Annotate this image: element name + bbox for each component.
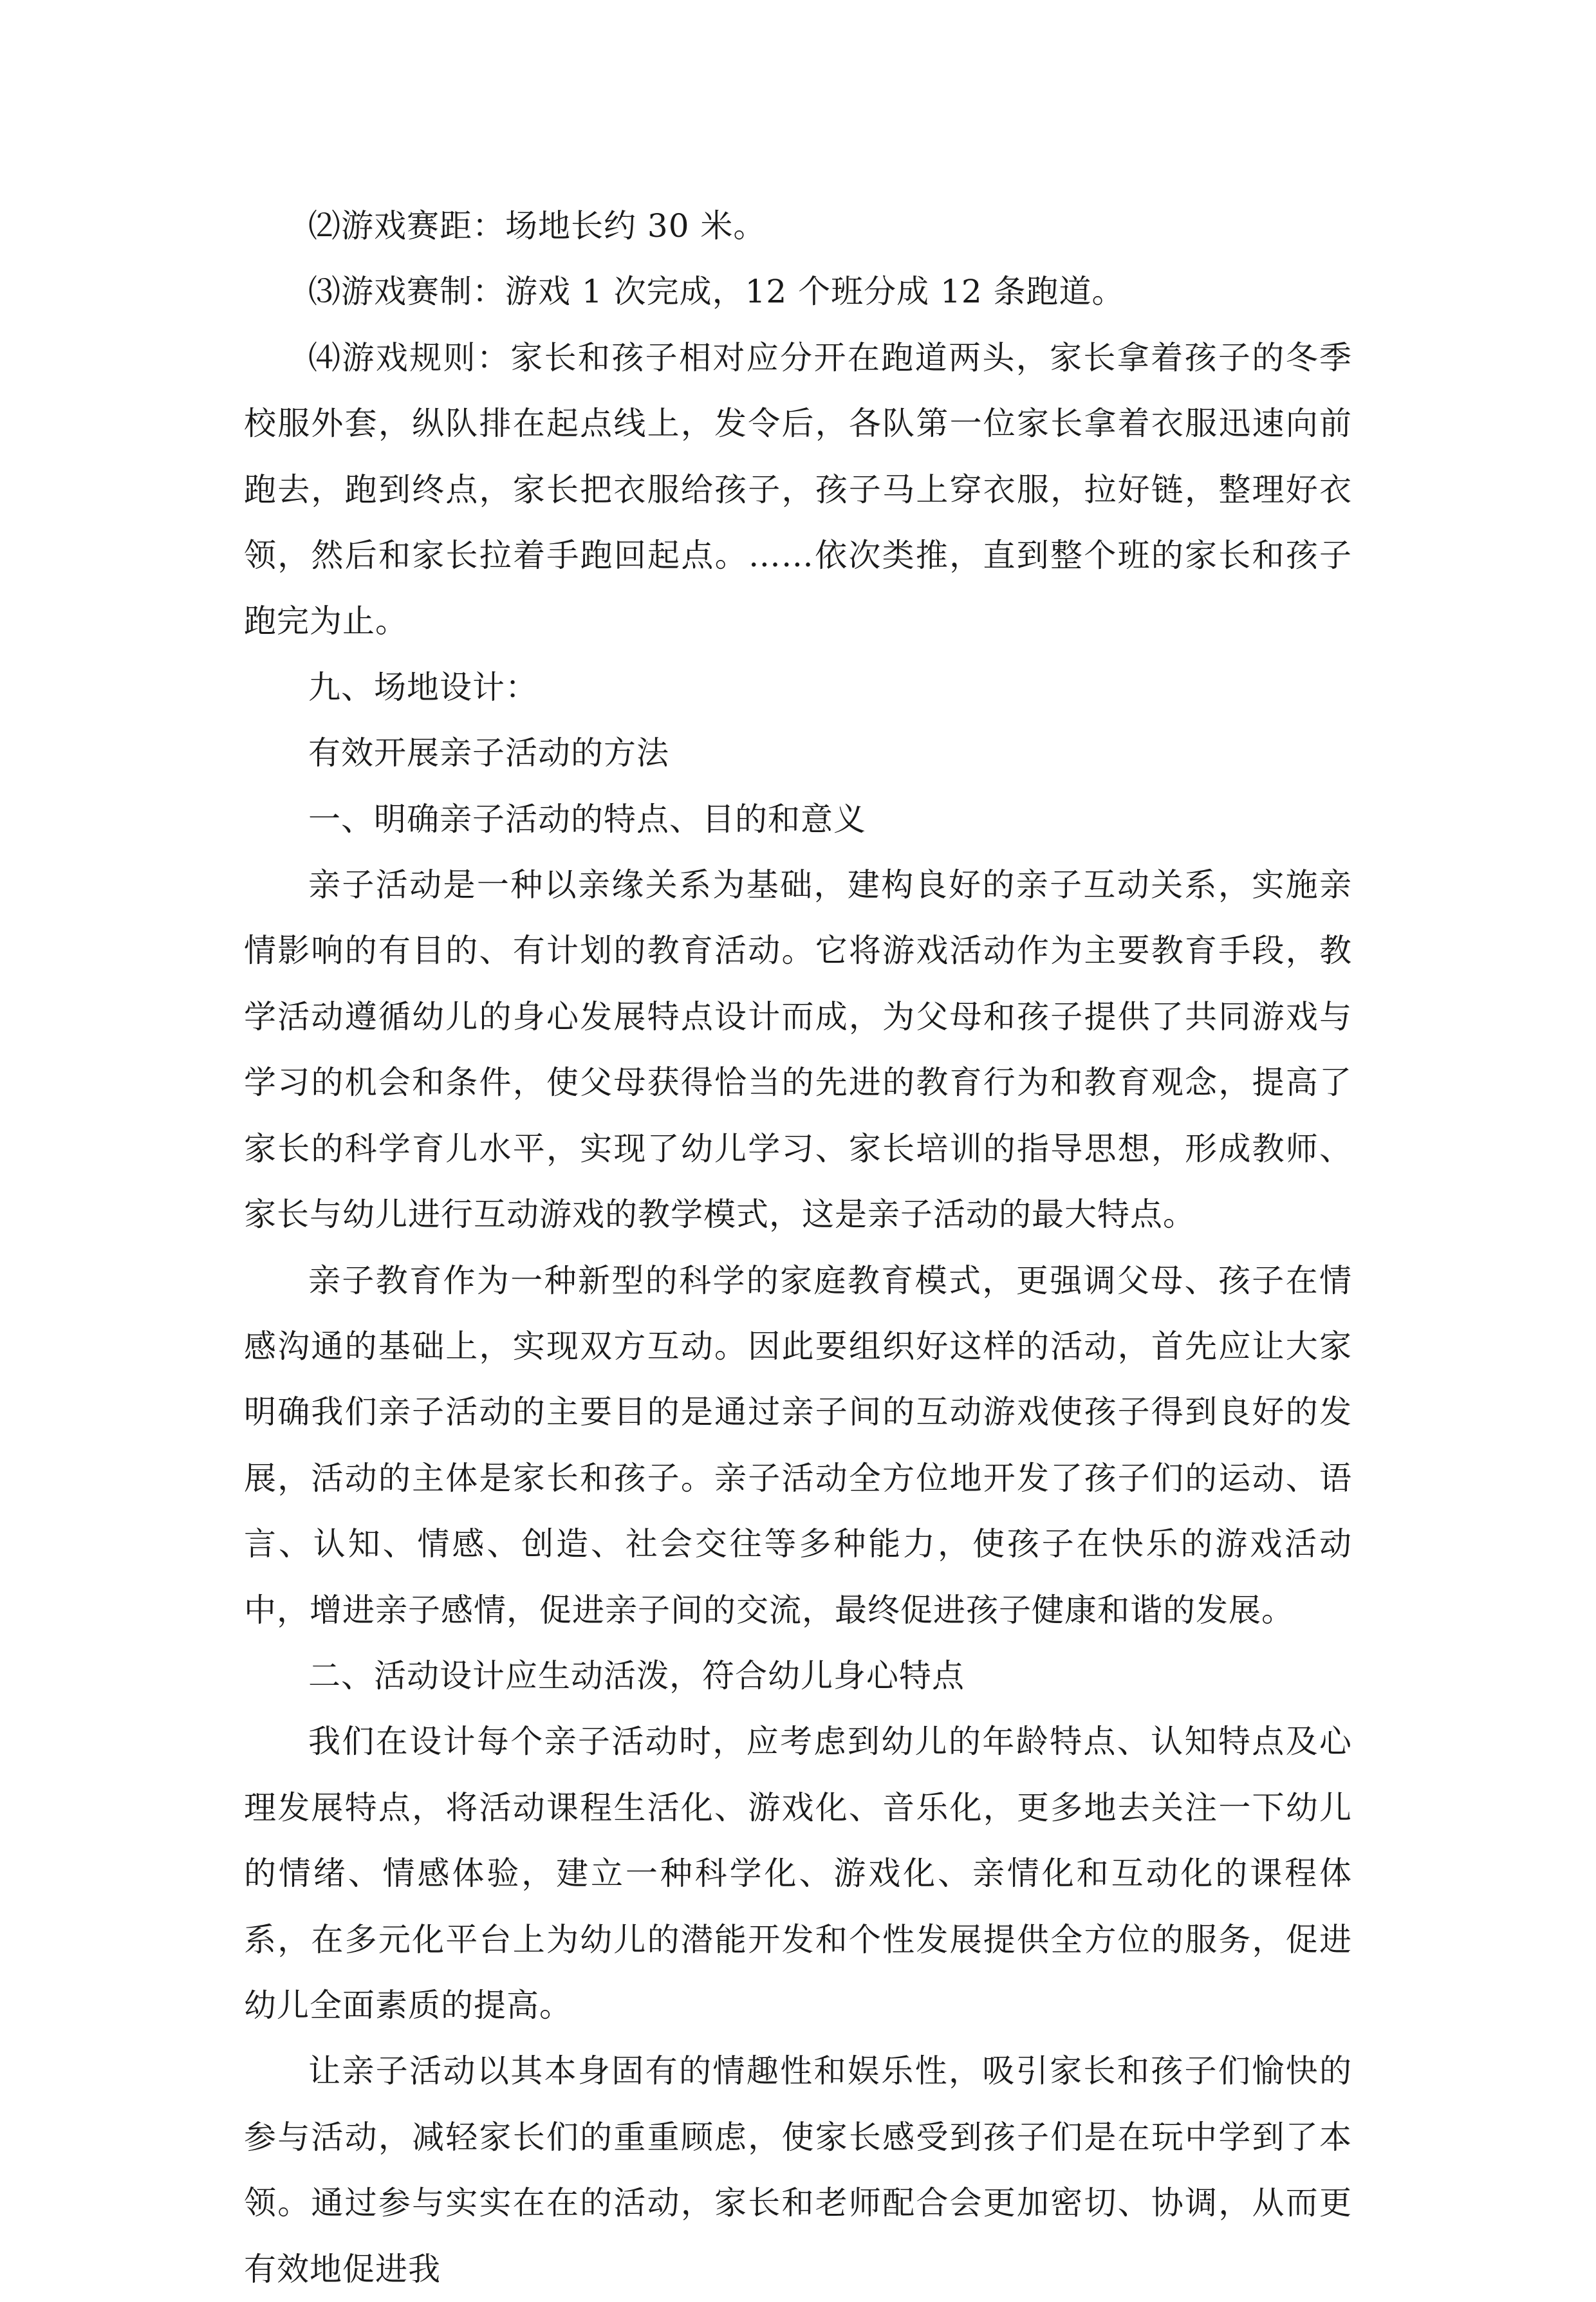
body-text: [244, 193, 1352, 2302]
paragraph-game-distance: ⑵游戏赛距：场地长约 30 米。: [308, 207, 766, 245]
paragraph-parenting-education: 亲子教育作为一种新型的科学的家庭教育模式，更强调父母、孩子在情感沟通的基础上，实现双方互动。因此要组织好这样的活动，首先应让大家明确我们亲子活动的主要目的是通过亲子间的互动游戏使孩子得到良好的发展，活动的主体是家长和孩子。亲子活动全方位地开发了孩子们的运动、语言、认知、情感、创造、社会交往等多种能力，使孩子在快乐的游戏活动中，增进亲子感情，促进亲子间的交流，最终促进孩子健康和谐的发展。: [244, 1261, 1352, 1629]
heading-section-two: 二、活动设计应生动活泼，符合幼儿身心特点: [308, 1657, 965, 1694]
paragraph-game-format: ⑶游戏赛制：游戏 1 次完成，12 个班分成 12 条跑道。: [308, 273, 1125, 311]
heading-section-one: 一、明确亲子活动的特点、目的和意义: [308, 800, 866, 838]
paragraph-game-rules: ⑷游戏规则：家长和孩子相对应分开在跑道两头，家长拿着孩子的冬季校服外套，纵队排在起点线上，发令后，各队第一位家长拿着衣服迅速向前跑去，跑到终点，家长把衣服给孩子，孩子马上穿衣服，拉好链，整理好衣领，然后和家长拉着手跑回起点。……依次类推，直到整个班的家长和孩子跑完为止。: [244, 339, 1352, 640]
paragraph-activity-definition: 亲子活动是一种以亲缘关系为基础，建构良好的亲子互动关系，实施亲情影响的有目的、有计划的教育活动。它将游戏活动作为主要教育手段，教学活动遵循幼儿的身心发展特点设计而成，为父母和孩子提供了共同游戏与学习的机会和条件，使父母获得恰当的先进的教育行为和教育观念，提高了家长的科学育儿水平，实现了幼儿学习、家长培训的指导思想，形成教师、家长与幼儿进行互动游戏的教学模式，这是亲子活动的最大特点。: [244, 866, 1352, 1234]
paragraph-engagement: 让亲子活动以其本身固有的情趣性和娱乐性，吸引家长和孩子们愉快的参与活动，减轻家长们的重重顾虑，使家长感受到孩子们是在玩中学到了本领。通过参与实实在在的活动，家长和老师配合会更加密切、协调，从而更有效地促进我: [244, 2052, 1352, 2288]
heading-venue-design: 九、场地设计：: [308, 668, 538, 706]
heading-effective-methods: 有效开展亲子活动的方法: [308, 734, 669, 772]
paragraph-activity-design: 我们在设计每个亲子活动时，应考虑到幼儿的年龄特点、认知特点及心理发展特点，将活动课程生活化、游戏化、音乐化，更多地去关注一下幼儿的情绪、情感体验，建立一种科学化、游戏化、亲情化和互动化的课程体系，在多元化平台上为幼儿的潜能开发和个性发展提供全方位的服务，促进幼儿全面素质的提高。: [244, 1723, 1352, 2024]
